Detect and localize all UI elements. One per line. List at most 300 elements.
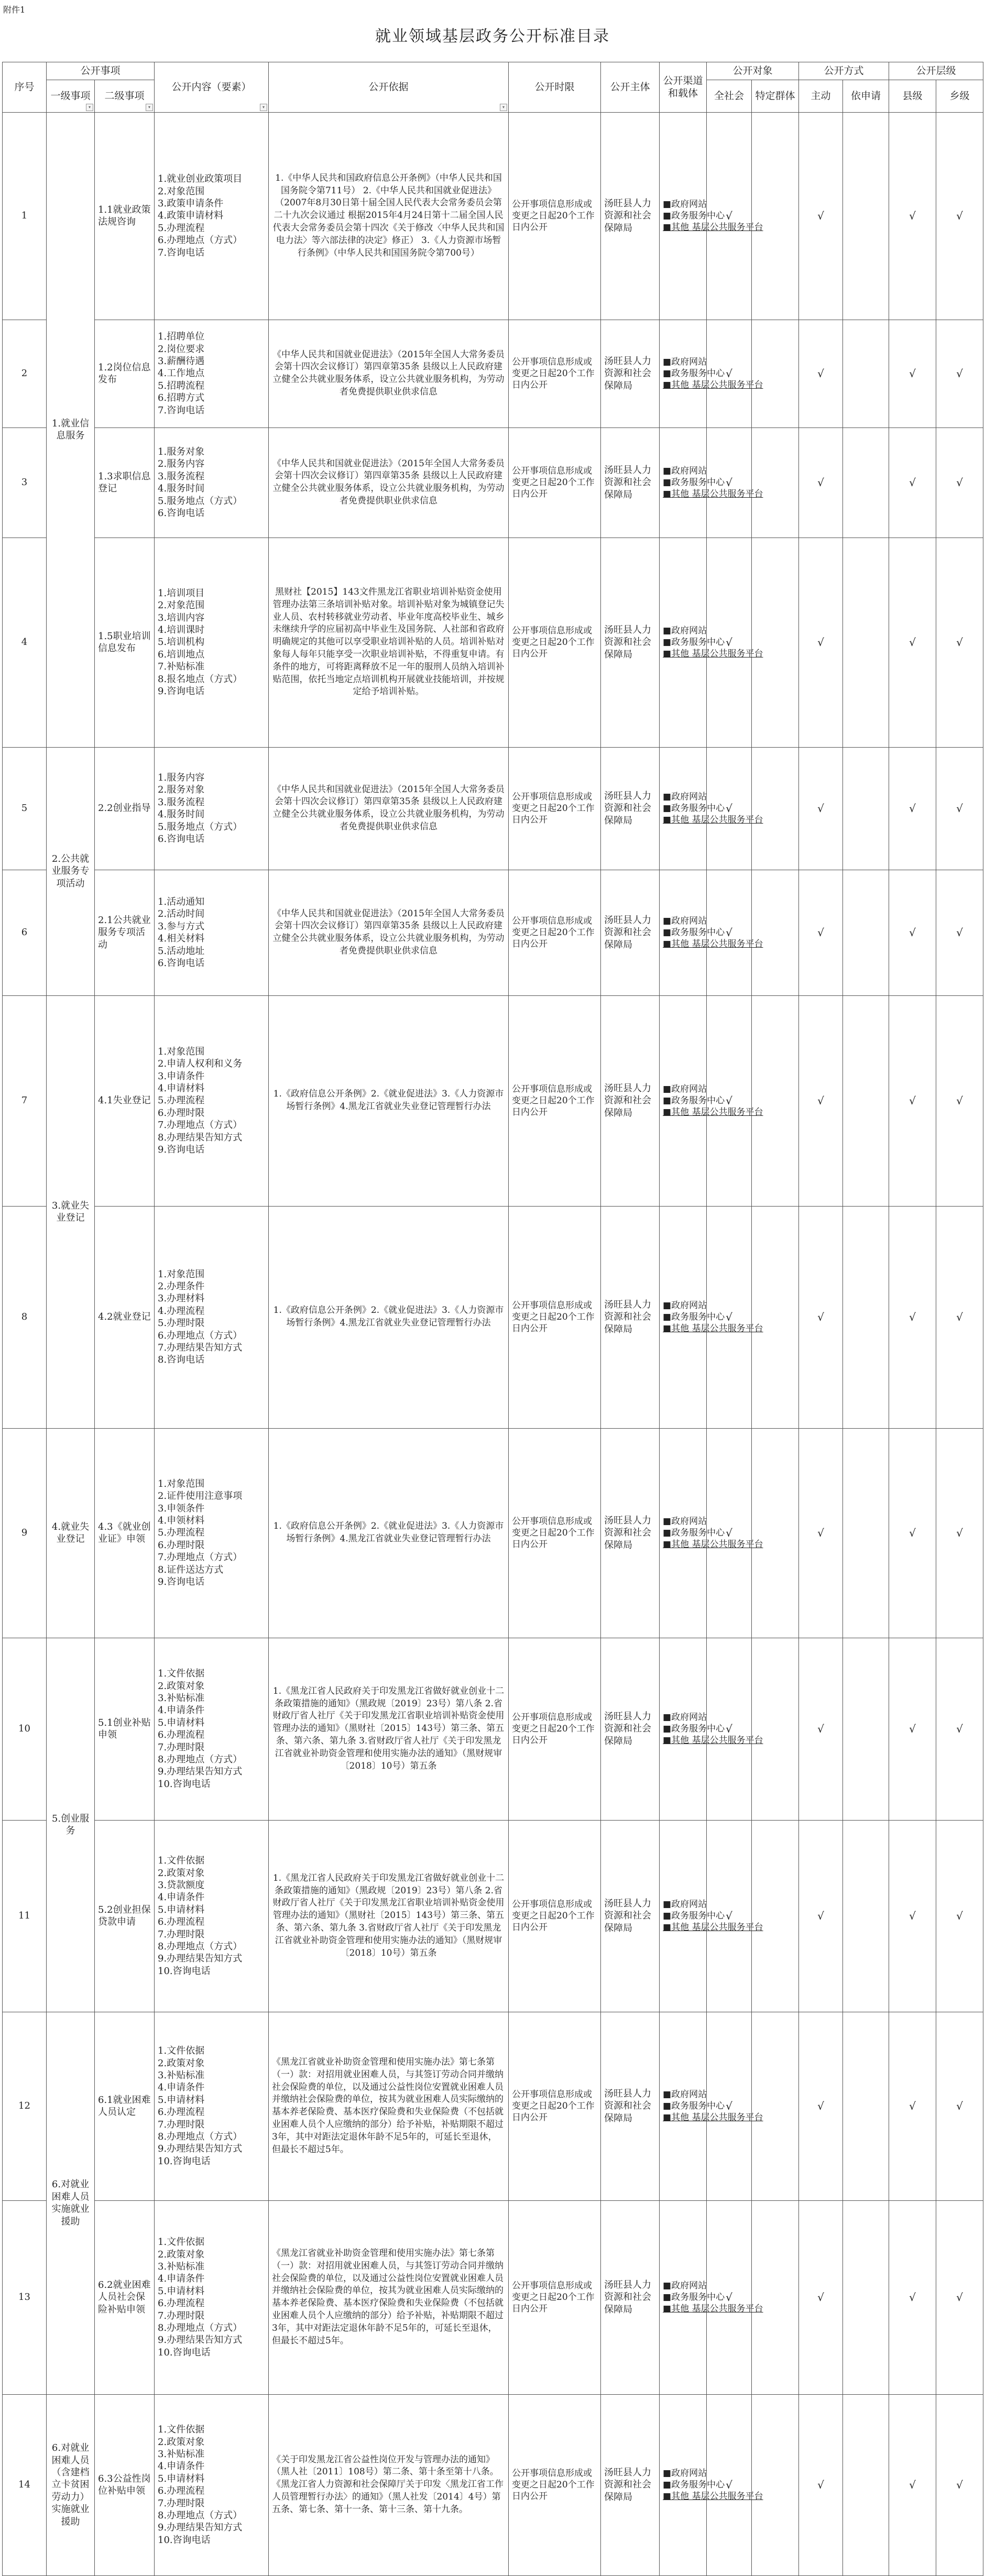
time-limit: 公开事项信息形成或变更之日起20个工作日内公开 bbox=[509, 2012, 601, 2200]
content-item: 3.政策申请条件 bbox=[158, 198, 224, 210]
channel-list bbox=[660, 112, 763, 320]
content-item: 6.招聘方式 bbox=[158, 392, 205, 404]
channel-list bbox=[660, 1206, 763, 1428]
content-list bbox=[155, 747, 269, 870]
check-mark: √ bbox=[936, 2200, 983, 2394]
basis-text: 《中华人民共和国就业促进法》（2015年全国人大常务委员会第十四次会议修订）第四章第35条 县级以上人民政府建立健全公共就业服务体系，设立公共就业服务机构，为劳动者免费提供职业供求信息 bbox=[269, 320, 509, 427]
channel-item: ■政务服务中心 bbox=[663, 637, 725, 648]
content-item: 1.活动通知 bbox=[158, 896, 205, 908]
channel-item: ■政务服务中心 bbox=[663, 477, 725, 488]
check-mark: √ bbox=[936, 870, 983, 995]
check-mark: √ bbox=[799, 1820, 843, 2012]
filter-dropdown-icon[interactable]: ▾ bbox=[500, 104, 507, 111]
check-mark: √ bbox=[707, 112, 752, 320]
time-limit: 公开事项信息形成或变更之日起20个工作日内公开 bbox=[509, 1428, 601, 1638]
subject: 汤旺县人力资源和社会保障局 bbox=[601, 1206, 660, 1428]
content-list bbox=[155, 1206, 269, 1428]
check-mark bbox=[843, 427, 889, 538]
content-list bbox=[155, 427, 269, 538]
subject: 汤旺县人力资源和社会保障局 bbox=[601, 870, 660, 995]
content-item: 6.办理时限 bbox=[158, 1539, 205, 1551]
channel-item: ■其他 基层公共服务平台 bbox=[663, 1539, 763, 1550]
content-list bbox=[155, 1428, 269, 1638]
check-mark: √ bbox=[799, 870, 843, 995]
content-item: 2.政策对象 bbox=[158, 1680, 205, 1692]
content-item: 2.政策对象 bbox=[158, 1867, 205, 1879]
channel-item: ■政府网站 bbox=[663, 1084, 707, 1095]
row-seq: 4 bbox=[3, 538, 47, 747]
content-item: 2.政策对象 bbox=[158, 2249, 205, 2260]
time-limit: 公开事项信息形成或变更之日起20个工作日内公开 bbox=[509, 112, 601, 320]
content-list bbox=[155, 2012, 269, 2200]
check-mark bbox=[752, 1206, 799, 1428]
content-item: 3.贷款额度 bbox=[158, 1880, 205, 1891]
content-item: 4.申请材料 bbox=[158, 1083, 205, 1094]
content-item: 5.活动地址 bbox=[158, 945, 205, 957]
channel-item: ■政务服务中心 bbox=[663, 368, 725, 379]
check-mark: √ bbox=[889, 747, 936, 870]
header-content[interactable]: 公开内容（要素） ▾ bbox=[155, 62, 269, 113]
time-limit: 公开事项信息形成或变更之日起20个工作日内公开 bbox=[509, 320, 601, 427]
channel-list bbox=[660, 1428, 763, 1638]
content-item: 1.服务对象 bbox=[158, 446, 205, 458]
content-item: 9.办理结果告知方式 bbox=[158, 1953, 243, 1965]
channel-list bbox=[660, 2012, 763, 2200]
content-item: 9.咨询电话 bbox=[158, 1144, 205, 1156]
header-specific-group: 特定群体 bbox=[752, 80, 799, 112]
check-mark bbox=[752, 747, 799, 870]
content-item: 5.培训机构 bbox=[158, 637, 205, 648]
check-mark bbox=[843, 320, 889, 427]
content-item: 7.办理时限 bbox=[158, 2310, 205, 2321]
check-mark: √ bbox=[707, 870, 752, 995]
channel-item: ■政务服务中心 bbox=[663, 1528, 725, 1539]
content-item: 6.咨询电话 bbox=[158, 507, 205, 519]
content-item: 1.对象范围 bbox=[158, 1046, 205, 1057]
row-seq: 14 bbox=[3, 2394, 47, 2575]
channel-item: ■其他 基层公共服务平台 bbox=[663, 939, 763, 950]
content-item: 5.办理流程 bbox=[158, 1527, 205, 1539]
check-mark: √ bbox=[799, 538, 843, 747]
subject: 汤旺县人力资源和社会保障局 bbox=[601, 1820, 660, 2012]
content-item: 4.申请条件 bbox=[158, 2082, 205, 2093]
check-mark: √ bbox=[889, 995, 936, 1206]
content-item: 4.办理流程 bbox=[158, 1305, 205, 1317]
check-mark: √ bbox=[799, 427, 843, 538]
channel-item: ■其他 基层公共服务平台 bbox=[663, 2491, 763, 2502]
content-item: 3.培训内容 bbox=[158, 612, 205, 623]
content-item: 6.办理流程 bbox=[158, 1916, 205, 1928]
content-list bbox=[155, 112, 269, 320]
check-mark: √ bbox=[889, 1428, 936, 1638]
channel-item: ■政务服务中心 bbox=[663, 1095, 725, 1106]
header-object-group: 公开对象 bbox=[707, 62, 799, 80]
content-item: 1.培训项目 bbox=[158, 587, 205, 599]
check-mark: √ bbox=[936, 1206, 983, 1428]
header-basis[interactable]: 公开依据 ▾ bbox=[269, 62, 509, 113]
check-mark: √ bbox=[799, 2012, 843, 2200]
channel-item: ■政府网站 bbox=[663, 1899, 707, 1910]
content-item: 3.办理材料 bbox=[158, 1293, 205, 1305]
check-mark: √ bbox=[707, 2012, 752, 2200]
check-mark: √ bbox=[936, 1820, 983, 2012]
subject: 汤旺县人力资源和社会保障局 bbox=[601, 538, 660, 747]
level2-item: 5.2创业担保贷款申请 bbox=[95, 1820, 155, 2012]
content-item: 6.咨询电话 bbox=[158, 957, 205, 969]
content-item: 6.办理地点（方式） bbox=[158, 235, 243, 246]
check-mark: √ bbox=[936, 995, 983, 1206]
channel-item: ■其他 基层公共服务平台 bbox=[663, 222, 763, 233]
header-method-group: 公开方式 bbox=[799, 62, 889, 80]
table-row bbox=[3, 995, 983, 1206]
content-list bbox=[155, 2200, 269, 2394]
table-row bbox=[3, 1638, 983, 1820]
channel-item: ■政府网站 bbox=[663, 2281, 707, 2292]
channel-item: ■政府网站 bbox=[663, 199, 707, 210]
basis-text: 《中华人民共和国就业促进法》（2015年全国人大常务委员会第十四次会议修订）第四章第35条 县级以上人民政府建立健全公共就业服务体系，设立公共就业服务机构，为劳动者免费提供职业供求信息 bbox=[269, 747, 509, 870]
check-mark: √ bbox=[889, 538, 936, 747]
level2-item: 1.1就业政策法规咨询 bbox=[95, 112, 155, 320]
header-time: 公开时限 bbox=[509, 62, 601, 113]
content-item: 6.办理流程 bbox=[158, 1729, 205, 1741]
header-active: 主动 bbox=[799, 80, 843, 112]
channel-item: ■政务服务中心 bbox=[663, 211, 725, 222]
channel-list bbox=[660, 538, 763, 747]
content-item: 8.办理结果告知方式 bbox=[158, 1132, 243, 1143]
basis-text: 1.《黑龙江省人民政府关于印发黑龙江省做好就业创业十二条政策措施的通知》（黑政规〔2019〕23号）第八条 2.省财政厅省人社厅《关于印发黑龙江省职业培训补贴资金使用管理办法的通知》（黑财社〔2015〕143号）第三条、第五条、第六条、第九条 3.省财政厅省人社厅《关于印发黑龙江省就业补助资金管理和使用实施办法的通知》（黑财规审〔2018〕10号）第五条 bbox=[269, 1638, 509, 1820]
content-item: 8.办理地点（方式） bbox=[158, 2131, 243, 2142]
check-mark: √ bbox=[936, 2394, 983, 2575]
content-item: 2.政策对象 bbox=[158, 2057, 205, 2069]
row-seq: 5 bbox=[3, 747, 47, 870]
content-item: 2.活动时间 bbox=[158, 908, 205, 920]
level2-item: 4.2就业登记 bbox=[95, 1206, 155, 1428]
level1-item: 1.就业信息服务 bbox=[47, 112, 95, 747]
channel-list bbox=[660, 747, 763, 870]
level2-item: 5.1创业补贴申领 bbox=[95, 1638, 155, 1820]
check-mark bbox=[843, 2394, 889, 2575]
check-mark: √ bbox=[707, 1820, 752, 2012]
check-mark: √ bbox=[707, 747, 752, 870]
time-limit: 公开事项信息形成或变更之日起20个工作日内公开 bbox=[509, 1820, 601, 2012]
table-row bbox=[3, 320, 983, 427]
channel-item: ■政务服务中心 bbox=[663, 1312, 725, 1323]
check-mark: √ bbox=[799, 2394, 843, 2575]
channel-item: ■政府网站 bbox=[663, 2089, 707, 2100]
check-mark: √ bbox=[936, 1638, 983, 1820]
subject: 汤旺县人力资源和社会保障局 bbox=[601, 2394, 660, 2575]
check-mark bbox=[843, 1428, 889, 1638]
content-item: 10.咨询电话 bbox=[158, 1965, 211, 1977]
level2-item: 6.3公益性岗位补贴申领 bbox=[95, 2394, 155, 2575]
row-seq: 8 bbox=[3, 1206, 47, 1428]
content-item: 2.服务对象 bbox=[158, 784, 205, 796]
content-item: 4.申请条件 bbox=[158, 2461, 205, 2472]
level2-item: 4.1失业登记 bbox=[95, 995, 155, 1206]
content-list bbox=[155, 320, 269, 427]
content-item: 1.文件依据 bbox=[158, 2045, 205, 2057]
level1-item: 5.创业服务 bbox=[47, 1638, 95, 2012]
content-item: 2.政策对象 bbox=[158, 2436, 205, 2448]
annex-label: 附件1 bbox=[3, 5, 26, 15]
content-item: 9.咨询电话 bbox=[158, 686, 205, 697]
check-mark bbox=[843, 747, 889, 870]
content-item: 7.补贴标准 bbox=[158, 661, 205, 673]
filter-dropdown-icon[interactable]: ▾ bbox=[86, 104, 93, 111]
table-row bbox=[3, 870, 983, 995]
content-item: 6.办理时限 bbox=[158, 1107, 205, 1119]
content-item: 4.申请条件 bbox=[158, 1705, 205, 1716]
table-row bbox=[3, 1206, 983, 1428]
content-list bbox=[155, 870, 269, 995]
content-item: 10.咨询电话 bbox=[158, 1778, 211, 1790]
content-item: 4.服务时间 bbox=[158, 483, 205, 495]
check-mark: √ bbox=[936, 112, 983, 320]
check-mark bbox=[752, 1638, 799, 1820]
check-mark: √ bbox=[707, 1638, 752, 1820]
check-mark: √ bbox=[889, 2012, 936, 2200]
content-item: 8.报名地点（方式） bbox=[158, 673, 243, 685]
channel-item: ■其他 基层公共服务平台 bbox=[663, 489, 763, 500]
catalog-table bbox=[2, 62, 983, 2576]
check-mark: √ bbox=[889, 1820, 936, 2012]
channel-item: ■政务服务中心 bbox=[663, 1911, 725, 1922]
header-level2[interactable]: 二级事项 ▾ bbox=[95, 80, 155, 112]
row-seq: 11 bbox=[3, 1820, 47, 2012]
basis-text: 1.《政府信息公开条例》2.《就业促进法》3.《人力资源市场暂行条例》4.黑龙江省就业失业登记管理暂行办法 bbox=[269, 995, 509, 1206]
check-mark: √ bbox=[889, 2200, 936, 2394]
subject: 汤旺县人力资源和社会保障局 bbox=[601, 995, 660, 1206]
content-item: 4.服务时间 bbox=[158, 809, 205, 820]
content-item: 5.申请材料 bbox=[158, 1717, 205, 1728]
content-item: 1.就业创业政策项目 bbox=[158, 173, 243, 185]
check-mark bbox=[843, 1206, 889, 1428]
time-limit: 公开事项信息形成或变更之日起20个工作日内公开 bbox=[509, 1206, 601, 1428]
basis-text: 1.《政府信息公开条例》2.《就业促进法》3.《人力资源市场暂行条例》4.黑龙江省就业失业登记管理暂行办法 bbox=[269, 1428, 509, 1638]
time-limit: 公开事项信息形成或变更之日起20个工作日内公开 bbox=[509, 427, 601, 538]
content-item: 6.办理流程 bbox=[158, 2485, 205, 2497]
channel-item: ■政府网站 bbox=[663, 792, 707, 803]
content-item: 6.办理流程 bbox=[158, 2298, 205, 2309]
check-mark bbox=[843, 1820, 889, 2012]
header-all-society: 全社会 bbox=[707, 80, 752, 112]
level1-item: 4.就业失业登记 bbox=[47, 1428, 95, 1638]
check-mark bbox=[843, 870, 889, 995]
channel-item: ■政务服务中心 bbox=[663, 803, 725, 814]
subject: 汤旺县人力资源和社会保障局 bbox=[601, 427, 660, 538]
check-mark bbox=[752, 2394, 799, 2575]
table-row bbox=[3, 1820, 983, 2012]
content-item: 1.招聘单位 bbox=[158, 331, 205, 343]
channel-list bbox=[660, 870, 763, 995]
check-mark bbox=[752, 2012, 799, 2200]
time-limit: 公开事项信息形成或变更之日起20个工作日内公开 bbox=[509, 2394, 601, 2575]
table-row bbox=[3, 427, 983, 538]
channel-item: ■政务服务中心 bbox=[663, 927, 725, 938]
header-county: 县级 bbox=[889, 80, 936, 112]
content-item: 9.办理结果告知方式 bbox=[158, 1766, 243, 1778]
check-mark: √ bbox=[936, 1428, 983, 1638]
header-on-request: 依申请 bbox=[843, 80, 889, 112]
table-row bbox=[3, 112, 983, 320]
header-subject: 公开主体 bbox=[601, 62, 660, 113]
row-seq: 6 bbox=[3, 870, 47, 995]
content-item: 7.办理结果告知方式 bbox=[158, 1342, 243, 1353]
check-mark: √ bbox=[707, 320, 752, 427]
content-item: 2.办理条件 bbox=[158, 1281, 205, 1292]
header-level1[interactable]: 一级事项 ▾ bbox=[47, 80, 95, 112]
channel-item: ■政府网站 bbox=[663, 626, 707, 637]
row-seq: 3 bbox=[3, 427, 47, 538]
check-mark: √ bbox=[799, 995, 843, 1206]
content-item: 1.文件依据 bbox=[158, 1855, 205, 1867]
content-item: 2.证件使用注意事项 bbox=[158, 1490, 243, 1502]
level2-item: 4.3《就业创业证》申领 bbox=[95, 1428, 155, 1638]
time-limit: 公开事项信息形成或变更之日起20个工作日内公开 bbox=[509, 995, 601, 1206]
page-title: 就业领域基层政务公开标准目录 bbox=[375, 27, 610, 46]
channel-item: ■政府网站 bbox=[663, 916, 707, 927]
channel-item: ■政府网站 bbox=[663, 466, 707, 477]
content-item: 6.咨询电话 bbox=[158, 833, 205, 845]
content-item: 3.服务流程 bbox=[158, 470, 205, 482]
content-item: 4.政策申请材料 bbox=[158, 210, 224, 222]
content-item: 5.申请材料 bbox=[158, 2094, 205, 2106]
check-mark: √ bbox=[799, 747, 843, 870]
content-item: 4.申领材料 bbox=[158, 1515, 205, 1527]
level2-item: 2.1公共就业服务专项活动 bbox=[95, 870, 155, 995]
channel-item: ■其他 基层公共服务平台 bbox=[663, 1735, 763, 1746]
content-list bbox=[155, 1820, 269, 2012]
basis-text: 《关于印发黑龙江省公益性岗位开发与管理办法的通知》（黑人社〔2011〕108号）第二条、第十条至第十八条。《黑龙江省人力资源和社会保障厅关于印发〈黑龙江省工作人员管理暂行办法〉的通知》（黑人社发〔2014〕4号）第五条、第七条、第十一条、第十三条、第十九条。 bbox=[269, 2394, 509, 2575]
filter-dropdown-icon[interactable]: ▾ bbox=[260, 104, 267, 111]
channel-item: ■其他 基层公共服务平台 bbox=[663, 2112, 763, 2123]
level2-item: 2.2创业指导 bbox=[95, 747, 155, 870]
content-item: 4.相关材料 bbox=[158, 933, 205, 945]
check-mark bbox=[752, 1820, 799, 2012]
channel-item: ■其他 基层公共服务平台 bbox=[663, 2304, 763, 2315]
content-item: 2.申请人权利和义务 bbox=[158, 1058, 243, 1070]
content-item: 1.文件依据 bbox=[158, 2237, 205, 2248]
check-mark: √ bbox=[889, 2394, 936, 2575]
check-mark: √ bbox=[799, 112, 843, 320]
content-item: 5.办理流程 bbox=[158, 1095, 205, 1106]
content-item: 3.补贴标准 bbox=[158, 2261, 205, 2273]
check-mark: √ bbox=[936, 747, 983, 870]
content-item: 2.对象范围 bbox=[158, 185, 205, 197]
check-mark: √ bbox=[799, 1428, 843, 1638]
content-item: 3.补贴标准 bbox=[158, 2070, 205, 2081]
basis-text: 《中华人民共和国就业促进法》（2015年全国人大常务委员会第十四次会议修订）第四章第35条 县级以上人民政府建立健全公共就业服务体系，设立公共就业服务机构，为劳动者免费提供职业供求信息 bbox=[269, 870, 509, 995]
content-list bbox=[155, 538, 269, 747]
check-mark: √ bbox=[936, 538, 983, 747]
content-item: 1.文件依据 bbox=[158, 2424, 205, 2436]
content-item: 4.培训课时 bbox=[158, 624, 205, 636]
content-item: 9.咨询电话 bbox=[158, 1576, 205, 1588]
check-mark: √ bbox=[889, 427, 936, 538]
filter-dropdown-icon[interactable]: ▾ bbox=[146, 104, 153, 111]
row-seq: 9 bbox=[3, 1428, 47, 1638]
channel-item: ■政务服务中心 bbox=[663, 1724, 725, 1735]
check-mark: √ bbox=[936, 427, 983, 538]
content-item: 8.证件送达方式 bbox=[158, 1564, 224, 1575]
level1-item: 6.对就业困难人员实施就业援助 bbox=[47, 2012, 95, 2394]
content-item: 6.办理流程 bbox=[158, 2107, 205, 2118]
channel-item: ■政府网站 bbox=[663, 1712, 707, 1723]
basis-text: 1.《黑龙江省人民政府关于印发黑龙江省做好就业创业十二条政策措施的通知》（黑政规〔2019〕23号）第八条 2.省财政厅省人社厅《关于印发黑龙江省职业培训补贴资金使用管理办法的通知》（黑财社〔2015〕143号）第三条、第五条、第六条、第九条 3.省财政厅省人社厅《关于印发黑龙江省就业补助资金管理和使用实施办法的通知》（黑财规审〔2018〕10号）第五条 bbox=[269, 1820, 509, 2012]
content-item: 8.办理地点（方式） bbox=[158, 2509, 243, 2521]
channel-item: ■政务服务中心 bbox=[663, 2101, 725, 2112]
content-item: 10.咨询电话 bbox=[158, 2534, 211, 2546]
header-township: 乡级 bbox=[936, 80, 983, 112]
content-item: 5.服务地点（方式） bbox=[158, 821, 243, 832]
channel-item: ■政府网站 bbox=[663, 1300, 707, 1311]
subject: 汤旺县人力资源和社会保障局 bbox=[601, 1638, 660, 1820]
content-item: 7.咨询电话 bbox=[158, 247, 205, 258]
content-item: 5.招聘流程 bbox=[158, 380, 205, 391]
check-mark bbox=[843, 112, 889, 320]
subject: 汤旺县人力资源和社会保障局 bbox=[601, 320, 660, 427]
level1-item: 2.公共就业服务专项活动 bbox=[47, 747, 95, 995]
table-row bbox=[3, 1428, 983, 1638]
check-mark: √ bbox=[707, 2200, 752, 2394]
check-mark bbox=[843, 2012, 889, 2200]
content-item: 3.补贴标准 bbox=[158, 1693, 205, 1704]
row-seq: 7 bbox=[3, 995, 47, 1206]
level1-item: 6.对就业困难人员（含建档立卡贫困劳动力）实施就业援助 bbox=[47, 2394, 95, 2575]
table-row bbox=[3, 538, 983, 747]
check-mark bbox=[843, 1638, 889, 1820]
basis-text: 黑财社【2015】143文件黑龙江省职业培训补贴资金使用管理办法第三条培训补贴对象。培训补贴对象为城镇登记失业人员、农村转移就业劳动者、毕业年度高校毕业生、城乡未继续升学的应届初高中毕业生及国务院、人社部和省政府明确规定的其他可以享受职业培训补贴的人员。培训补贴对象每人每年只能享受一次职业培训补贴，不得重复申请。有条件的地方，可将距离释放不足一年的服刑人员纳入培训补贴范围，依托当地定点培训机构开展就业技能培训，并按规定给予培训补贴。 bbox=[269, 538, 509, 747]
channel-item: ■其他 基层公共服务平台 bbox=[663, 1107, 763, 1118]
check-mark: √ bbox=[707, 538, 752, 747]
channel-list bbox=[660, 1638, 763, 1820]
content-item: 9.办理结果告知方式 bbox=[158, 2334, 243, 2346]
content-item: 9.办理结果告知方式 bbox=[158, 2522, 243, 2534]
content-item: 2.服务内容 bbox=[158, 458, 205, 470]
content-item: 4.申请条件 bbox=[158, 1892, 205, 1903]
channel-list bbox=[660, 995, 763, 1206]
check-mark bbox=[752, 538, 799, 747]
content-item: 2.对象范围 bbox=[158, 600, 205, 611]
table-body bbox=[3, 112, 983, 2575]
content-item: 7.办理时限 bbox=[158, 1928, 205, 1940]
check-mark: √ bbox=[799, 1206, 843, 1428]
level1-item: 3.就业失业登记 bbox=[47, 995, 95, 1428]
channel-list bbox=[660, 427, 763, 538]
content-list bbox=[155, 1638, 269, 1820]
channel-item: ■政务服务中心 bbox=[663, 2480, 725, 2491]
content-item: 7.办理时限 bbox=[158, 1741, 205, 1753]
table-row bbox=[3, 2012, 983, 2200]
check-mark: √ bbox=[889, 870, 936, 995]
subject: 汤旺县人力资源和社会保障局 bbox=[601, 2200, 660, 2394]
header-matter-group: 公开事项 bbox=[47, 62, 155, 80]
channel-item: ■其他 基层公共服务平台 bbox=[663, 1323, 763, 1334]
content-list bbox=[155, 2394, 269, 2575]
check-mark: √ bbox=[889, 1206, 936, 1428]
table-row bbox=[3, 747, 983, 870]
table-row bbox=[3, 2200, 983, 2394]
content-item: 8.办理地点（方式） bbox=[158, 1941, 243, 1952]
check-mark bbox=[752, 870, 799, 995]
check-mark: √ bbox=[707, 427, 752, 538]
basis-text: 《黑龙江省就业补助资金管理和使用实施办法》第七条第（一）款：对招用就业困难人员，与其签订劳动合同并缴纳社会保险费的单位，以及通过公益性岗位安置就业困难人员并缴纳社会保险费的单位，按其为就业困难人员实际缴纳的基本养老保险费、基本医疗保险费和失业保险费（不包括就业困难人员个人应缴纳的部分）给予补贴，补贴期限不超过3年，其中对距法定退休年龄不足5年的，可延长至退休，但最长不超过5年。 bbox=[269, 2012, 509, 2200]
table-row bbox=[3, 2394, 983, 2575]
check-mark: √ bbox=[889, 112, 936, 320]
content-item: 1.文件依据 bbox=[158, 1668, 205, 1680]
row-seq: 1 bbox=[3, 112, 47, 320]
check-mark: √ bbox=[889, 320, 936, 427]
